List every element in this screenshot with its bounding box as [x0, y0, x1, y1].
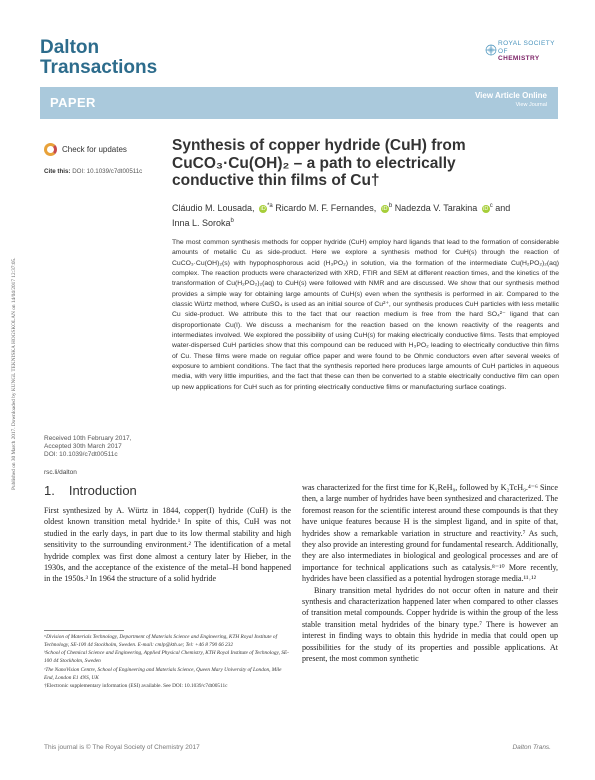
orcid-icon[interactable]: iD	[483, 206, 489, 212]
journal-title	[40, 38, 157, 78]
journal-site-link[interactable]: rsc.li/dalton	[44, 469, 77, 476]
title-line3: conductive thin films of Cu†	[172, 172, 380, 189]
author-affiliation-mark: c	[489, 203, 493, 209]
esi-note: †Electronic supplementary information (ESI) available. See DOI: 10.1039/c7dt00511c	[44, 682, 228, 689]
affiliation-c: ᶜThe NanoVision Centre, School of Engineering and Materials Science, Queen Mary University of London, Mile End, London E1 4NS, UK	[44, 666, 282, 681]
author-affiliation-mark: b	[388, 203, 393, 209]
journal-footer: Dalton Trans.	[512, 744, 551, 751]
affiliation-b: ᵇSchool of Chemical Science and Engineering, Applied Physical Chemistry, KTH Royal Institute of Technology, SE-100 44 Stockholm, Sweden	[44, 650, 289, 665]
update-check-icon	[44, 143, 57, 156]
rsc-line3: CHEMISTRY	[498, 55, 540, 63]
check-for-updates-button[interactable]	[44, 141, 127, 157]
body-column-left	[44, 505, 291, 585]
history-doi[interactable]: DOI: 10.1039/c7dt00511c	[44, 451, 118, 459]
section-number: 1.	[44, 483, 55, 498]
author-name[interactable]: Inna L. Soroka	[172, 218, 231, 228]
received-date: Received 10th February 2017,	[44, 435, 132, 442]
check-for-updates-label: Check for updates	[62, 144, 127, 154]
body-paragraph: was characterized for the first time for K₂ReH₉, followed by K₂TcH₉.⁴⁻⁶ Since then, a large number of hydrides have been synthesized and characterized. The foremost reason for the scientific interest around these compounds is that they have unique features because H is the simplest ligand, and in spite of that, hydrides show a remarkable variation in structure and reactivity.⁷ As such, they also provide an interesting ground for fundamental research. Additionally, they are also intermediates in biological and geological processes and are of importance for technical applications such as catalysis.⁸⁻¹⁰ More recently, hydrides have been classified as a potential hydrogen storage media.¹¹˒¹²	[302, 483, 558, 584]
author-conjunction: and	[495, 203, 511, 213]
author-name[interactable]: Nadezda V. Tarakina	[394, 203, 478, 213]
download-note	[4, 130, 17, 490]
affiliation-a: ᵃDivision of Materials Technology, Department of Materials Science and Engineering, KTH Royal Institute of Technology, SE-100 44 Stockholm, Sweden. E-mail: cmlp@kth.se; Tel: +46 8 790 66 232	[44, 634, 278, 649]
view-article-online-link[interactable]: View Article Online	[474, 91, 547, 100]
rsc-wordmark	[498, 40, 555, 63]
cite-doi[interactable]: DOI: 10.1039/c7dt00511c	[72, 168, 143, 175]
accepted-date: Accepted 30th March 2017	[44, 443, 122, 451]
rsc-line2: OF	[498, 47, 508, 55]
article-type-label: PAPER	[50, 95, 96, 110]
section-title: Introduction	[68, 483, 137, 498]
article-title	[172, 137, 512, 190]
footnote-divider	[44, 630, 124, 631]
view-journal-link[interactable]: View Journal	[515, 102, 547, 108]
abstract: The most common synthesis methods for copper hydride (CuH) employ hard ligands that lead to the formation of considerable amounts of metallic Cu as side-product. Here we explore a synthesis method for CuH(s) through the reaction of CuCO₃·Cu(OH)₂(s) with hypophosphorous acid (H₃PO₂) in solution, via the formation of the intermediate Cu(H₂PO₂)₂(aq) complex. The reaction products were characterized with XRD, FTIR and SEM at different reaction times, and the kinetics of the transformation of Cu(H₂PO₂)₂(aq) to CuH(s) were followed with NMR and are discussed. We show that our synthesis method provides a simple way for obtaining large amounts of CuH(s) even when the synthesis is performed in air. Compared to the classic Würtz method, where CuSO₄ is used as an initial source of Cu²⁺, our synthesis produces CuH particles with less metallic Cu side-product. We attribute this to the fact that our reaction medium is free from the hard SO₄²⁻ ligand that can disproportionate Cu(I). We discuss a mechanism for the reaction based on the known reactivity of the reagents and intermediates involved. We explored the possibility of using CuH(s) for making electrically conductive films. Tests that employed water-dispersed CuH particles show that this compound can be reduced with H₃PO₂ leading to electrically conductive thin films of Cu. These films were made on regular office paper and were found to be Ohmic conductors even after several weeks of exposure to ambient conditions. The fact that the synthesis reported here produces large amounts of CuH particles in aqueous media, with very little impurities, and the fact that these can then be converted to a stable electrically conductive film can open up new applications for CuH such as for printing electrically conductive films or manufacturing surface coatings.	[172, 239, 559, 391]
body-column-right	[302, 482, 558, 665]
body-paragraph: Binary transition metal hydrides do not occur often in nature and their synthesis and characterization happened later when compared to other classes of transition metal compounds. Copper hydride is within the group of the less stable transition metal hydrides of the binary type.⁷ There is however an interest in finding ways to obtain this hydride in media that could open up possibilities for the study of its properties and possible applications. At present, the most common synthetic	[302, 585, 558, 664]
journal-title-line2: Transactions	[40, 57, 158, 78]
citation	[44, 168, 142, 175]
article-history	[44, 435, 131, 460]
cite-label: Cite this:	[44, 168, 71, 175]
body-paragraph: First synthesized by A. Würtz in 1844, copper(I) hydride (CuH) is the oldest known transition metal hydride.¹ In spite of this, CuH was not studied in the early days, in part due to its low thermal stability and high sensitivity to the surrounding environment.² The identification of a metal hydride complex was first done almost a century later by Hieber, in the 1930s, and the acceptance of the existence of the metal–H bond happened in the 1950s.³ In 1964 the structure of a solid hydride	[44, 506, 291, 584]
affiliations	[44, 633, 291, 690]
title-line1: Synthesis of copper hydride (CuH) from	[172, 137, 466, 154]
orcid-icon[interactable]: iD	[382, 206, 388, 212]
author-affiliation-mark: b	[230, 218, 234, 224]
author-affiliation-mark: *a	[267, 203, 273, 209]
author-name[interactable]: Cláudio M. Lousada,	[172, 203, 255, 213]
orcid-icon[interactable]: iD	[260, 206, 266, 212]
section-heading	[44, 483, 137, 498]
view-links	[475, 91, 547, 108]
copyright-footer: This journal is © The Royal Society of Chemistry 2017	[44, 744, 200, 751]
author-list	[172, 200, 562, 230]
download-note-text: Published on 30 March 2017. Downloaded by KUNGL TEKNISKA HOGSKOLAN on 14/04/2017 12:37:05.	[11, 257, 17, 490]
rsc-line1: ROYAL SOCIETY	[498, 40, 555, 47]
author-name[interactable]: Ricardo M. F. Fernandes,	[275, 203, 377, 213]
title-line2: CuCO₃·Cu(OH)₂ – a path to electrically	[172, 154, 456, 172]
journal-title-line1: Dalton	[40, 37, 100, 58]
